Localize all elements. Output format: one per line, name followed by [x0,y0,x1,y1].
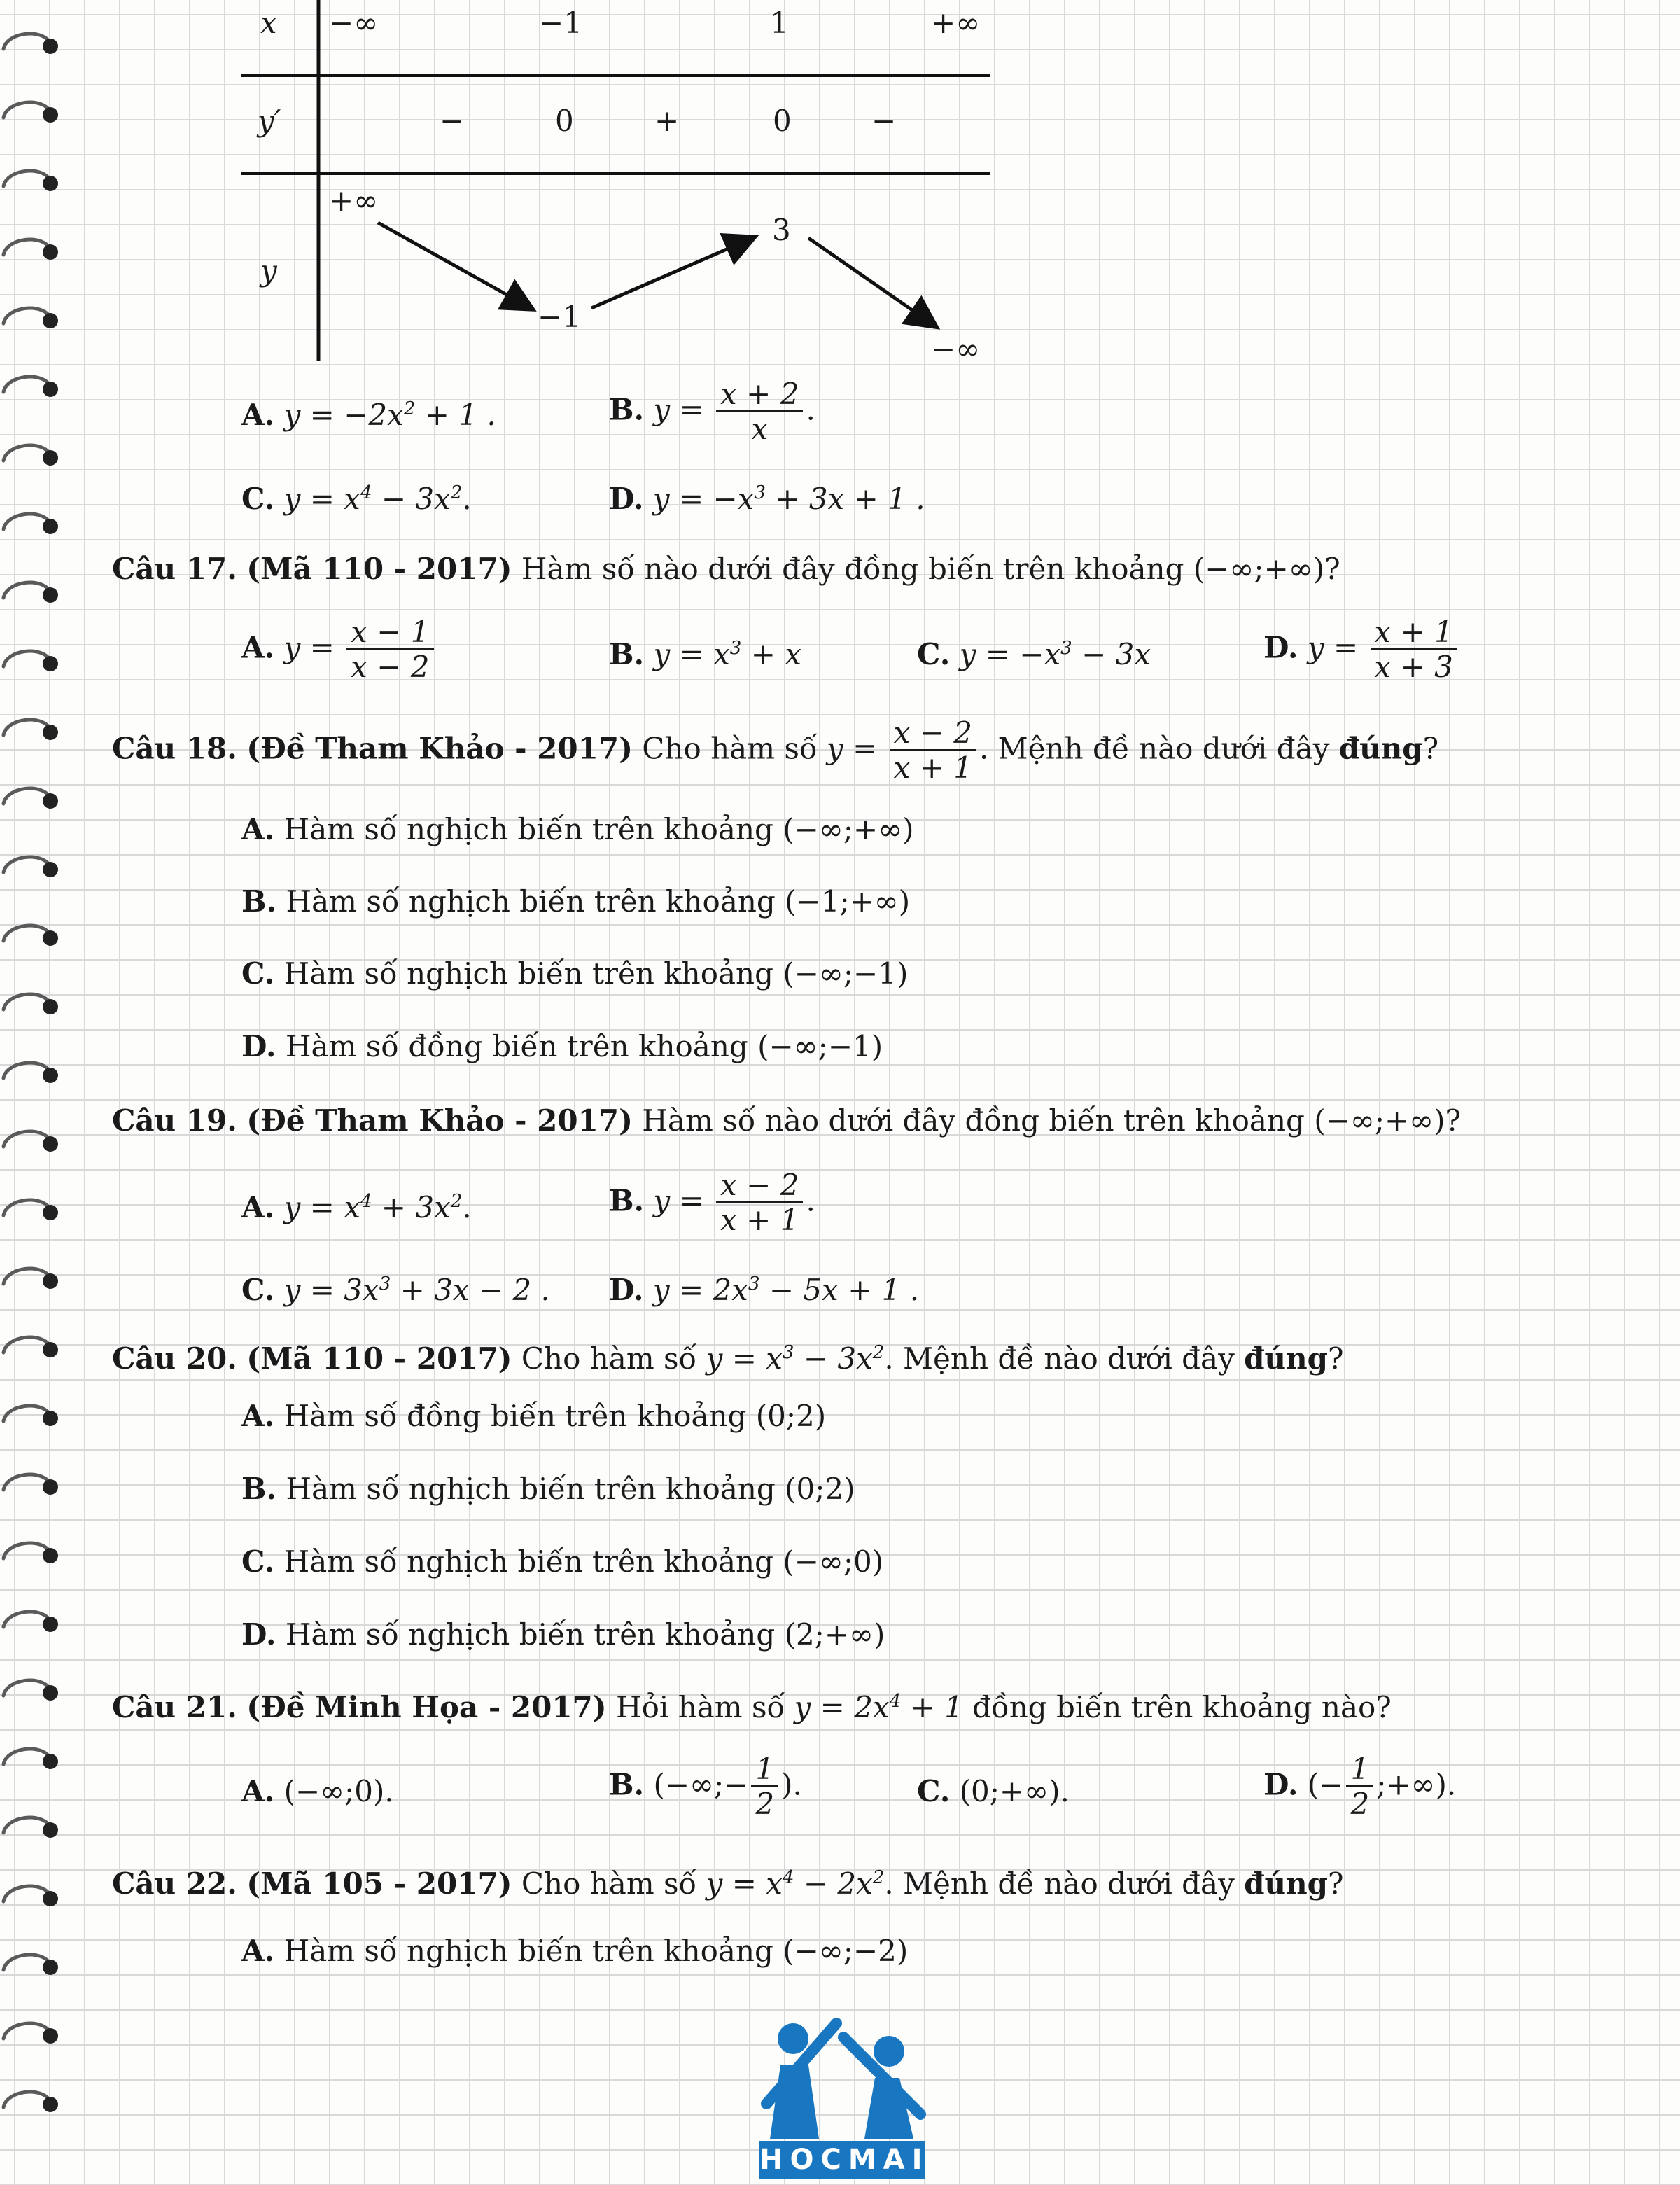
question-21: Câu 21. (Đề Minh Họa - 2017) Hỏi hàm số $y = 2x^4 + 1$ đồng biến trên khoảng nào? [112,1690,1392,1724]
q19-option-a[interactable]: A. $y = x^4 + 3x^2$. [241,1190,472,1224]
arrow-down-2 [808,238,934,326]
q16-option-a[interactable]: A. $y = -2x^2 + 1$ . [241,398,496,432]
table-row-y: y [260,253,277,288]
hocmai-logo-text: HOCMAI [760,2141,925,2179]
y-val-2: −1 [538,300,581,334]
table-x-4: +∞ [931,6,981,40]
sign-2: 0 [555,104,574,138]
table-x-1: −∞ [329,6,379,40]
question-22: Câu 22. (Mã 105 - 2017) Cho hàm số $y = x^4 - 2x^2$. Mệnh đề nào dưới đây đúng? [112,1866,1344,1901]
q22-option-a[interactable]: A. Hàm số nghịch biến trên khoảng (−∞;−2) [241,1934,909,1968]
q17-option-d[interactable]: D. y = $\frac{x + 1}{x + 3}$ [1264,616,1460,684]
sign-4: 0 [773,104,792,138]
q20-option-c[interactable]: C. Hàm số nghịch biến trên khoảng (−∞;0) [241,1544,884,1579]
question-18: Câu 18. (Đề Tham Khảo - 2017) Cho hàm số y = $\frac{x - 2}{x + 1}$ . Mệnh đề nào dưới đây đúng? [112,715,1439,786]
q20-option-d[interactable]: D. Hàm số nghịch biến trên khoảng (2;+∞) [241,1617,886,1652]
sign-1: − [440,104,465,138]
q16-option-b[interactable]: B. y = $\frac{x + 2}{x}$ . [609,377,816,447]
q19-option-b[interactable]: B. y = $\frac{x - 2}{x + 1}$ . [609,1168,816,1238]
q18-option-b[interactable]: B. Hàm số nghịch biến trên khoảng (−1;+∞) [241,884,911,919]
q18-option-a[interactable]: A. Hàm số nghịch biến trên khoảng (−∞;+∞) [241,812,914,846]
table-x-2: −1 [539,6,582,40]
question-17: Câu 17. (Mã 110 - 2017) Hàm số nào dưới đây đồng biến trên khoảng (−∞;+∞)? [112,552,1340,586]
q20-option-b[interactable]: B. Hàm số nghịch biến trên khoảng (0;2) [241,1472,855,1506]
arrow-down-1 [378,223,531,308]
notebook-spiral-binding [0,0,77,2185]
table-row-yprime: y′ [258,104,281,138]
q18-option-c[interactable]: C. Hàm số nghịch biến trên khoảng (−∞;−1) [241,956,909,991]
y-val-4: −∞ [931,332,981,366]
q21-option-b[interactable]: B. (−∞;− $\frac{1}{2}$ ). [609,1752,802,1822]
q16-option-c[interactable]: C. $y = x^4 - 3x^2$. [241,482,472,516]
arrow-up [592,238,752,308]
q17-option-c[interactable]: C. $y = -x^3 - 3x$ [917,637,1152,671]
table-x-3: 1 [770,6,789,40]
sign-5: − [872,104,897,138]
q17-option-b[interactable]: B. $y = x^3 + x$ [609,637,802,671]
q21-option-a[interactable]: A. (−∞;0). [241,1774,394,1808]
q16-option-d[interactable]: D. $y = -x^3 + 3x + 1$ . [609,482,925,516]
y-val-3: 3 [772,213,791,247]
question-20: Câu 20. (Mã 110 - 2017) Cho hàm số $y = x^3 - 3x^2$. Mệnh đề nào dưới đây đúng? [112,1341,1344,1376]
q17-option-a[interactable]: A. y = $\frac{x - 1}{x - 2}$ [241,616,437,684]
q21-option-d[interactable]: D. (− $\frac{1}{2}$ ;+∞). [1264,1752,1457,1822]
sign-3: + [654,104,680,138]
q20-option-a[interactable]: A. Hàm số đồng biến trên khoảng (0;2) [241,1399,827,1433]
table-row-x: x [260,6,277,40]
q19-option-d[interactable]: D. $y = 2x^3 - 5x + 1$ . [609,1273,920,1307]
q19-option-c[interactable]: C. $y = 3x^3 + 3x - 2$ . [241,1273,550,1307]
q18-option-d[interactable]: D. Hàm số đồng biến trên khoảng (−∞;−1) [241,1029,883,1063]
question-19: Câu 19. (Đề Tham Khảo - 2017) Hàm số nào dưới đây đồng biến trên khoảng (−∞;+∞)? [112,1103,1462,1138]
y-val-1: +∞ [329,183,379,218]
q21-option-c[interactable]: C. (0;+∞). [917,1774,1070,1808]
